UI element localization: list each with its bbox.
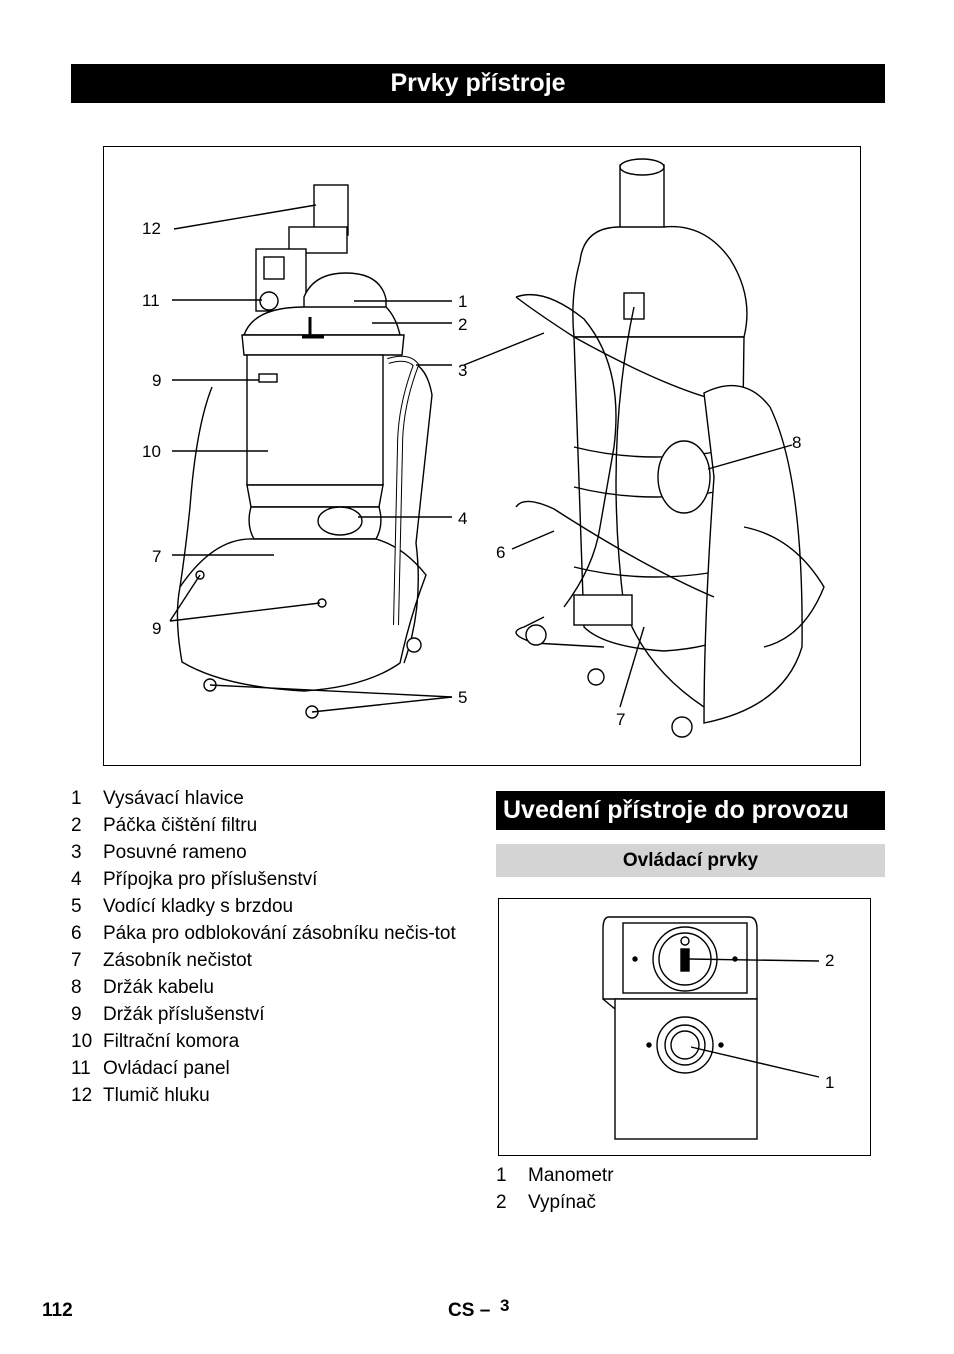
page-number: 112 — [42, 1300, 73, 1321]
callout-11: 11 — [142, 291, 160, 310]
callout-6: 6 — [496, 543, 506, 562]
list-item: 10 Filtrační komora — [71, 1031, 240, 1052]
callout-9-lower: 9 — [152, 619, 162, 638]
callout-4: 4 — [458, 509, 468, 528]
subsection-title: Ovládací prvky — [496, 844, 885, 877]
control-panel-illustration — [498, 898, 871, 1156]
list-item: 7 Zásobník nečistot — [71, 950, 252, 971]
callout-9: 9 — [152, 371, 162, 390]
callout-10: 10 — [142, 442, 161, 461]
callout-1: 1 — [825, 1073, 835, 1092]
list-item: 3 Posuvné rameno — [71, 842, 247, 863]
list-item: 1 Manometr — [496, 1165, 614, 1186]
callout-7-left: 7 — [152, 547, 162, 566]
section-title: Uvedení přístroje do provozu — [496, 791, 885, 830]
callout-12: 12 — [142, 219, 161, 238]
page-title: Prvky přístroje — [71, 64, 885, 103]
list-item: 8 Držák kabelu — [71, 977, 214, 998]
callout-2: 2 — [458, 315, 468, 334]
callout-7-right: 7 — [616, 710, 626, 729]
list-item: 11 Ovládací panel — [71, 1058, 230, 1079]
language-code: CS – — [448, 1300, 491, 1321]
list-item: 2 Páčka čištění filtru — [71, 815, 258, 836]
callout-2: 2 — [825, 951, 835, 970]
components-legend — [71, 785, 461, 1109]
callout-8: 8 — [792, 433, 802, 452]
list-item: 2 Vypínač — [496, 1192, 596, 1213]
list-item: 12 Tlumič hluku — [71, 1085, 210, 1106]
device-illustration — [103, 146, 861, 766]
list-item: 1 Vysávací hlavice — [71, 788, 244, 809]
list-item: 9 Držák příslušenství — [71, 1004, 265, 1025]
control-panel-drawing — [499, 899, 870, 1155]
list-item: 5 Vodící kladky s brzdou — [71, 896, 294, 917]
list-item: 6 Páka pro odblokování zásobníku nečis-tot — [71, 923, 456, 944]
section-page-number: 3 — [500, 1296, 510, 1315]
callout-3: 3 — [458, 361, 468, 380]
list-item: 4 Přípojka pro příslušenství — [71, 869, 318, 890]
vacuum-drawing — [104, 147, 860, 765]
callout-1: 1 — [458, 292, 468, 311]
callout-5: 5 — [458, 688, 468, 707]
controls-legend — [496, 1162, 876, 1216]
